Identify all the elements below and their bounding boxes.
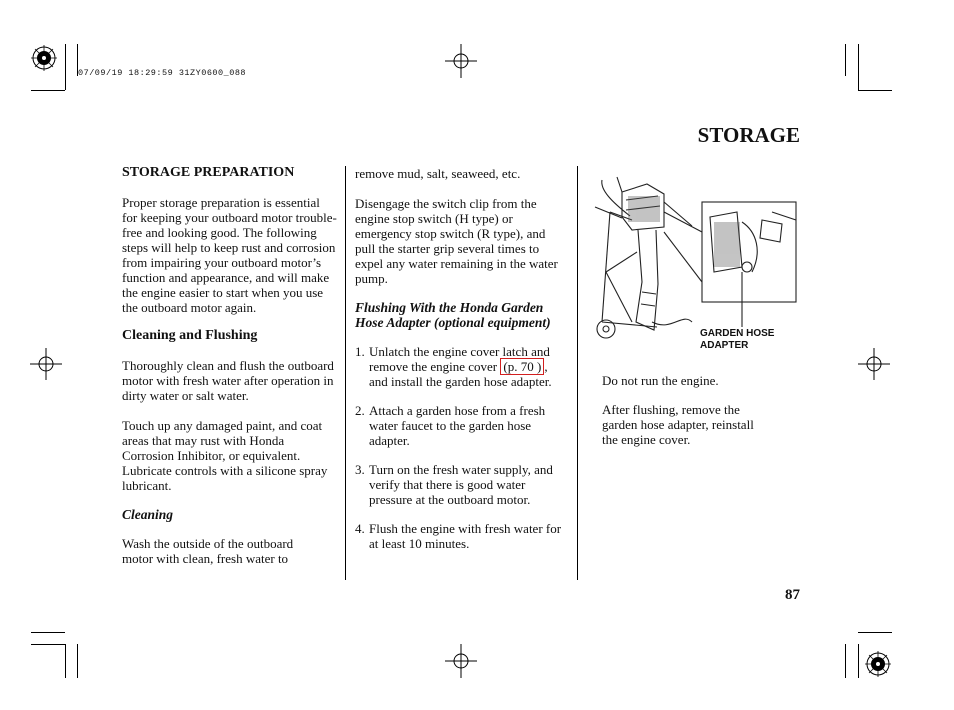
registration-crosshair-icon	[858, 348, 890, 380]
column-2	[355, 166, 571, 551]
list-item	[355, 403, 571, 448]
crop-mark	[858, 644, 859, 678]
paragraph: Wash the outside of the outboard motor with clean, fresh water to	[122, 536, 294, 566]
crop-mark	[31, 644, 65, 645]
column-divider	[577, 166, 578, 580]
step-text: Turn on the fresh water supply, and verify that there is good water pressure at the outboard motor.	[369, 462, 553, 507]
crop-mark	[845, 644, 846, 678]
crop-mark	[845, 44, 846, 76]
step-number: 1.	[355, 344, 365, 359]
paragraph: Do not run the engine.	[602, 373, 719, 388]
registration-target-icon	[30, 44, 58, 72]
intro-paragraph: Proper storage preparation is essential for keeping your outboard motor trouble-free and looking good. The following steps will help to keep rust and corrosion from impairing your outboard motor’s function and appearance, and will make the engine easier to start when you use the outboard motor again.	[122, 195, 337, 315]
outboard-motor-flushing-illustration	[592, 172, 802, 344]
paragraph: Disengage the switch clip from the engine stop switch (H type) or emergency stop switch (R type), and pull the starter grip several times to expel any water remaining in the water pump.	[355, 196, 558, 286]
step-number: 2.	[355, 403, 365, 418]
italic-subheading: Flushing With the Honda Garden Hose Adapter (optional equipment)	[355, 300, 551, 330]
page-number: 87	[785, 587, 800, 603]
crop-mark	[31, 90, 65, 91]
paragraph: Touch up any damaged paint, and coat areas that may rust with Honda Corrosion Inhibitor, or equivalent. Lubricate controls with a silicone spray lubricant.	[122, 418, 328, 493]
crop-mark	[77, 644, 78, 678]
print-stamp: 07/09/19 18:29:59 31ZY0600_088	[78, 68, 247, 78]
paragraph: Thoroughly clean and flush the outboard motor with fresh water after operation in dirty water or salt water.	[122, 358, 334, 403]
page-reference-link[interactable]: (p. 70 )	[500, 358, 544, 375]
italic-subheading: Cleaning	[122, 507, 174, 522]
column-3	[602, 373, 782, 447]
list-item	[355, 344, 571, 389]
crop-mark	[65, 44, 66, 90]
column-divider	[345, 166, 346, 580]
crop-mark	[858, 44, 859, 90]
registration-target-icon	[864, 650, 892, 678]
crop-mark	[858, 90, 892, 91]
step-text: Attach a garden hose from a fresh water faucet to the garden hose adapter.	[369, 403, 546, 448]
step-text: Flush the engine with fresh water for at least 10 minutes.	[369, 521, 562, 551]
paragraph: remove mud, salt, seaweed, etc.	[355, 166, 521, 181]
page-title: STORAGE	[697, 123, 800, 147]
step-text: Unlatch the engine cover latch and remove the engine cover (p. 70 ) , and install the garden hose adapter.	[369, 344, 552, 389]
step-number: 4.	[355, 521, 365, 536]
crop-mark	[858, 632, 892, 633]
crop-mark	[31, 632, 65, 633]
list-item	[355, 462, 571, 507]
subsection-heading: Cleaning and Flushing	[122, 328, 258, 343]
registration-crosshair-icon	[30, 348, 62, 380]
step-number: 3.	[355, 462, 365, 477]
registration-crosshair-icon	[445, 644, 477, 678]
column-1	[122, 165, 338, 566]
registration-crosshair-icon	[445, 44, 477, 78]
crop-mark	[65, 644, 66, 678]
section-heading: STORAGE PREPARATION	[122, 165, 295, 180]
garden-hose-adapter-label: GARDEN HOSE ADAPTER	[700, 328, 775, 351]
paragraph: After flushing, remove the garden hose adapter, reinstall the engine cover.	[602, 402, 754, 447]
list-item	[355, 521, 571, 551]
